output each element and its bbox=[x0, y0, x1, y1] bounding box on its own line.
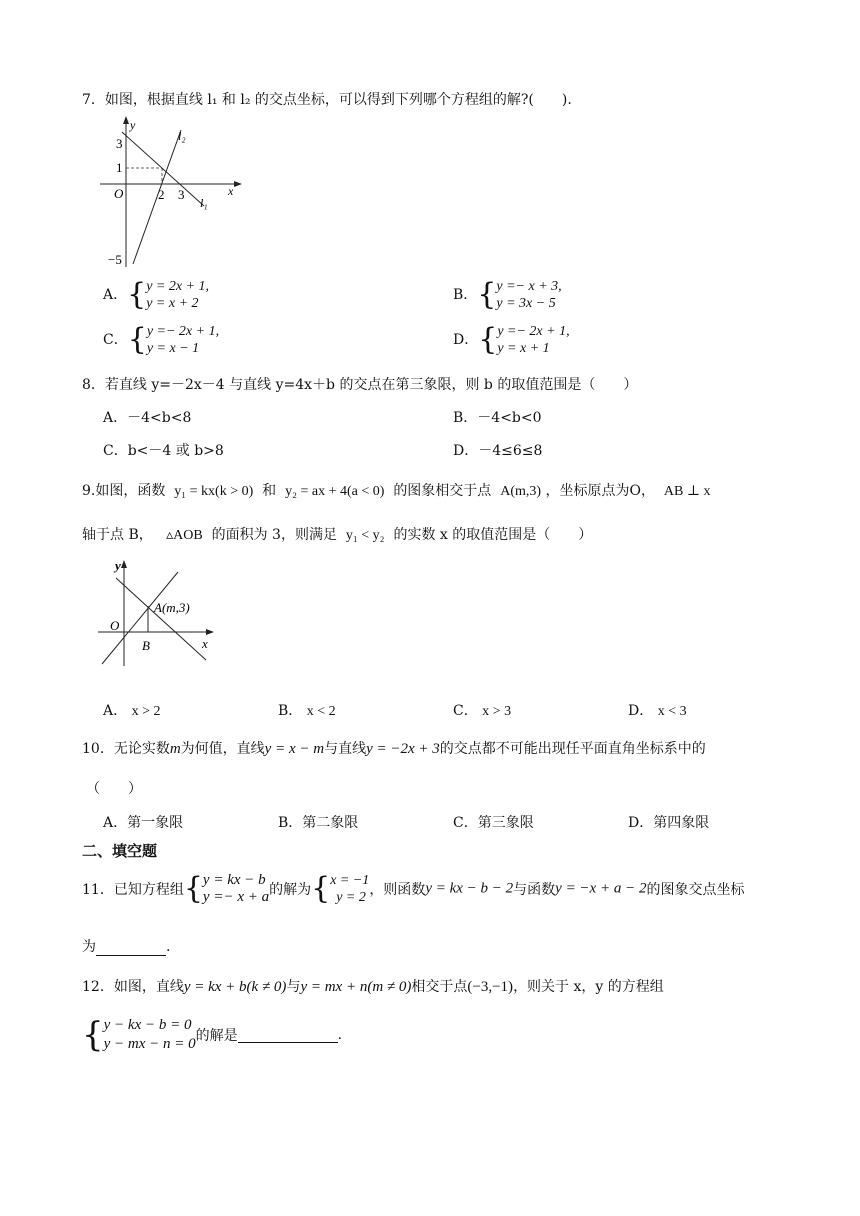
q9-ab-perp: AB ⊥ x bbox=[663, 484, 711, 499]
q7-option-d[interactable]: D．{ y =− 2x + 1, y = x + 1 bbox=[453, 322, 570, 357]
q7-graph bbox=[96, 112, 256, 272]
section-heading: 二、填空题 bbox=[82, 842, 158, 860]
q7-option-a[interactable]: A．{ y = 2x + 1, y = x + 2 bbox=[103, 277, 210, 312]
q10-stem: 10．无论实数m为何值，直线y = x − m与直线y = −2x + 3的交点都不可能出现任平面直角坐标系中的 bbox=[82, 741, 706, 757]
q9-line1: 9.如图，函数 y₁ = kx(k > 0) 和 y₂ = ax + 4(a < 0) 的图象相交于点 A(m,3) ，坐标原点为O， AB ⊥ x bbox=[82, 483, 711, 499]
q7-stem: 7．如图，根据直线 l₁ 和 l₂ 的交点坐标，可以得到下列哪个方程组的解?( ). bbox=[82, 92, 572, 108]
line-l2 bbox=[133, 130, 181, 264]
q9-triangle: ▵AOB bbox=[166, 528, 203, 543]
q11-answer-blank[interactable] bbox=[96, 941, 166, 956]
q7-option-c[interactable]: C．{ y =− 2x + 1, y = x − 1 bbox=[103, 322, 220, 357]
q9-graph bbox=[96, 556, 226, 684]
q10-line2: y = −2x + 3 bbox=[366, 741, 440, 757]
q10-line1: y = x − m bbox=[264, 741, 325, 757]
q9-point-a: A(m,3) bbox=[500, 484, 542, 499]
q8-option-d[interactable]: D．－4≤6≤8 bbox=[453, 443, 543, 459]
label-l1: l₁ bbox=[200, 196, 208, 210]
q10-option-d[interactable]: D．第四象限 bbox=[628, 815, 710, 831]
q8-stem: 8．若直线 y=－2x－4 与直线 y=4x＋b 的交点在第三象限，则 b 的取值范围是（ ） bbox=[82, 377, 638, 393]
q11-stem: 11．已知方程组{ y = kx − b y =− x + a 的解为{ x = −1 y = 2 ，则函数y = kx − b − 2与函数y = −x + a − 2的图象交点坐标 bbox=[82, 871, 745, 906]
q9-line2: 轴于点 B， ▵AOB 的面积为 3，则满足 y₁ < y₂ 的实数 x 的取值范围是（ ） bbox=[82, 527, 593, 543]
label-l2: l₂ bbox=[178, 129, 186, 143]
q12-point: (−3,−1) bbox=[467, 979, 514, 995]
q9-option-c[interactable]: C． x > 3 bbox=[453, 703, 512, 719]
q9-option-a[interactable]: A． x > 2 bbox=[103, 703, 161, 719]
point-a-label: A(m,3) bbox=[154, 600, 190, 615]
q8-option-a[interactable]: A．－4<b<8 bbox=[103, 410, 192, 426]
origin-label: O bbox=[114, 186, 124, 201]
q10-option-b[interactable]: B．第二象限 bbox=[278, 815, 359, 831]
tick-x-3: 3 bbox=[178, 187, 185, 202]
x-axis-label: x bbox=[202, 636, 208, 651]
q12-answer-blank[interactable] bbox=[238, 1028, 338, 1043]
tick-y-1: 1 bbox=[116, 160, 123, 175]
q9-y1-expr: y₁ = kx(k > 0) bbox=[174, 484, 254, 499]
y-axis-arrow-icon bbox=[121, 560, 127, 568]
tick-y-3: 3 bbox=[116, 136, 123, 151]
q11-function1: y = kx − b − 2 bbox=[425, 880, 514, 897]
q12-line1: y = kx + b(k ≠ 0) bbox=[183, 979, 287, 995]
y-axis-label: y bbox=[115, 558, 121, 573]
x-axis-arrow-icon bbox=[234, 181, 242, 187]
q12-line2: y = mx + n(m ≠ 0) bbox=[300, 979, 412, 995]
foot-b-label: B bbox=[142, 638, 150, 653]
q12-system: { y − kx − b = 0 y − mx − n = 0 的解是 . bbox=[82, 1015, 343, 1055]
q9-option-d[interactable]: D． x < 3 bbox=[628, 703, 687, 719]
q12-stem: 12．如图，直线y = kx + b(k ≠ 0)与y = mx + n(m ≠ 0)相交于点(−3,−1)，则关于 x，y 的方程组 bbox=[82, 979, 664, 995]
q10-option-a[interactable]: A．第一象限 bbox=[103, 815, 184, 831]
q8-option-c[interactable]: C．b<－4 或 b>8 bbox=[103, 443, 224, 459]
q9-y2-expr: y₂ = ax + 4(a < 0) bbox=[285, 484, 385, 499]
x-axis-label: x bbox=[228, 184, 234, 198]
q7-option-b[interactable]: B．{ y =− x + 3, y = 3x − 5 bbox=[453, 277, 562, 312]
q10-option-c[interactable]: C．第三象限 bbox=[453, 815, 534, 831]
origin-label: O bbox=[110, 618, 120, 633]
q9-option-b[interactable]: B． x < 2 bbox=[278, 703, 336, 719]
q9-inequality: y₁ < y₂ bbox=[345, 528, 385, 543]
y-axis-label: y bbox=[130, 118, 136, 132]
x-axis-arrow-icon bbox=[206, 629, 214, 635]
q10-paren: （ ） bbox=[86, 781, 142, 797]
q8-option-b[interactable]: B．－4<b<0 bbox=[453, 410, 542, 426]
y-axis-arrow-icon bbox=[123, 116, 129, 124]
tick-y-minus5: −5 bbox=[108, 252, 122, 267]
tick-x-2: 2 bbox=[158, 187, 165, 202]
q11-answer-line: 为 . bbox=[82, 939, 171, 955]
q11-function2: y = −x + a − 2 bbox=[555, 880, 647, 897]
line-y2 bbox=[116, 578, 206, 660]
